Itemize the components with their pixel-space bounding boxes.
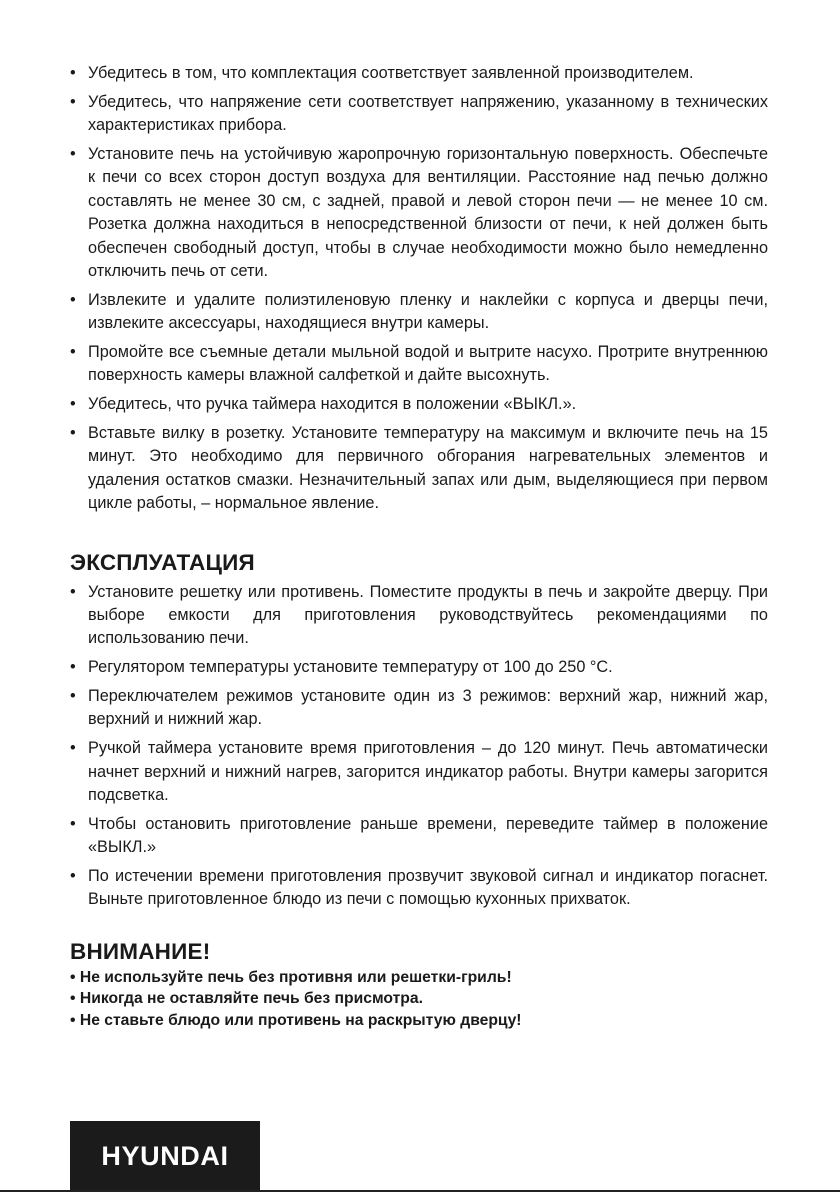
operation-item: • Ручкой таймера установите время приготовления – до 120 минут. Печь автоматически начнет верхний и нижний нагрев, загорится индикатор работы. Внутри камеры загорится подсветка. <box>70 737 768 807</box>
manual-page <box>70 62 768 1031</box>
operation-item: • Чтобы остановить приготовление раньше времени, переведите таймер в положение «ВЫКЛ.» <box>70 813 768 860</box>
operation-heading: ЭКСПЛУАТАЦИЯ <box>70 549 255 575</box>
brand-logo-text: HYUNDAI <box>101 1141 229 1171</box>
warning-section <box>70 938 768 1032</box>
operation-item: • Переключателем режимов установите один из 3 режимов: верхний жар, нижний жар, верхний и нижний жар. <box>70 685 768 732</box>
brand-logo <box>70 1121 260 1192</box>
warning-item: • Никогда не оставляйте печь без присмотра. <box>70 988 768 1010</box>
warning-item: • Не используйте печь без противня или решетки-гриль! <box>70 967 768 989</box>
operation-item: • Регулятором температуры установите температуру от 100 до 250 °С. <box>70 656 768 679</box>
setup-item: • Извлеките и удалите полиэтиленовую пленку и наклейки с корпуса и дверцы печи, извлеките аксессуары, находящиеся внутри камеры. <box>70 289 768 336</box>
operation-list <box>70 581 768 912</box>
warning-list <box>70 967 768 1032</box>
operation-section <box>70 549 768 912</box>
operation-item: • По истечении времени приготовления прозвучит звуковой сигнал и индикатор погаснет. Выньте приготовленное блюдо из печи с помощью кухонных прихваток. <box>70 865 768 912</box>
setup-item: • Убедитесь, что напряжение сети соответствует напряжению, указанному в технических характеристиках прибора. <box>70 91 768 138</box>
setup-item: • Промойте все съемные детали мыльной водой и вытрите насухо. Протрите внутреннюю поверхность камеры влажной салфеткой и дайте высохнуть. <box>70 341 768 388</box>
setup-list <box>70 62 768 516</box>
setup-item: • Вставьте вилку в розетку. Установите температуру на максимум и включите печь на 15 минут. Это необходимо для первичного обгорания нагревательных элементов и удаления остатков смазки. Незначительный запах или дым, выделяющиеся при первом цикле работы, – нормальное явление. <box>70 422 768 516</box>
operation-item: • Установите решетку или противень. Поместите продукты в печь и закройте дверцу. При выборе емкости для приготовления руководствуйтесь рекомендациями по использованию печи. <box>70 581 768 651</box>
setup-item: • Убедитесь, что ручка таймера находится в положении «ВЫКЛ.». <box>70 393 768 416</box>
setup-item: • Убедитесь в том, что комплектация соответствует заявленной производителем. <box>70 62 768 85</box>
setup-item: • Установите печь на устойчивую жаропрочную горизонтальную поверхность. Обеспечьте к печи со всех сторон доступ воздуха для вентиляции. Расстояние над печью должно составлять не менее 30 см, с задней, правой и левой сторон печи — не менее 10 см. Розетка должна находиться в непосредственной близости от печи, к ней должен быть обеспечен свободный доступ, чтобы в случае необходимости можно было немедленно отключить печь от сети. <box>70 143 768 283</box>
warning-heading: ВНИМАНИЕ! <box>70 938 211 964</box>
warning-item: • Не ставьте блюдо или противень на раскрытую дверцу! <box>70 1010 768 1032</box>
